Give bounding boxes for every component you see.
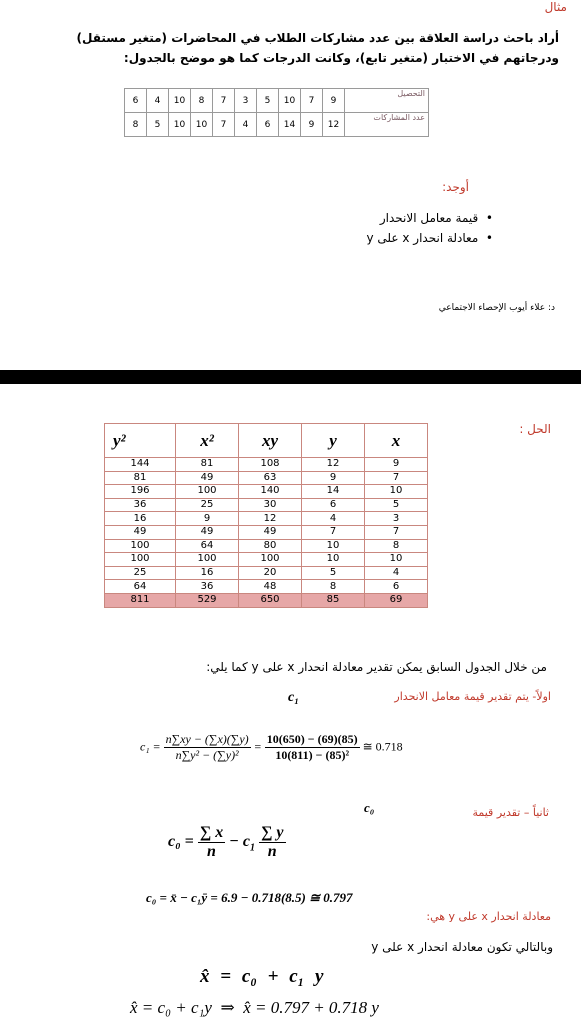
- final-equation-2: x̂ = c₀ + c₁y ⇒ x̂ = 0.797 + 0.718 y: [130, 998, 379, 1017]
- source-note: د: علاء أيوب الإحصاء الاجتماعي: [438, 303, 555, 313]
- table-cell: 12: [239, 512, 302, 526]
- table-row: [105, 553, 428, 567]
- table-cell: 9: [176, 512, 239, 526]
- table-row: [105, 512, 428, 526]
- final-text: وبالتالي تكون معادلة انحدار x على y: [371, 940, 553, 954]
- table-row: [105, 471, 428, 485]
- table-cell: 100: [176, 553, 239, 567]
- table-cell: 36: [105, 498, 176, 512]
- table-cell: 49: [176, 525, 239, 539]
- table-row: [105, 498, 428, 512]
- step1-label: اولاً- يتم تقدير قيمة معامل الانحدار: [394, 690, 551, 703]
- table-cell: 63: [239, 471, 302, 485]
- table-cell: 6: [302, 498, 365, 512]
- table-cell: 3: [365, 512, 428, 526]
- table-row: [105, 458, 428, 472]
- table-cell: 30: [239, 498, 302, 512]
- table-cell: 144: [105, 458, 176, 472]
- table-cell: 100: [105, 539, 176, 553]
- table-cell: 140: [239, 485, 302, 499]
- table-cell: 7: [365, 471, 428, 485]
- table-row: [105, 539, 428, 553]
- table-row: [105, 566, 428, 580]
- table-cell: 7: [302, 525, 365, 539]
- table-cell: 12: [302, 458, 365, 472]
- table-cell: 108: [239, 458, 302, 472]
- find-list: [367, 208, 494, 248]
- solution-table: [104, 423, 428, 608]
- table-cell: 64: [105, 580, 176, 594]
- table-cell: 14: [302, 485, 365, 499]
- table-cell: 10: [302, 539, 365, 553]
- table-cell: 196: [105, 485, 176, 499]
- table-cell: 10: [365, 485, 428, 499]
- table-cell: 10: [302, 553, 365, 567]
- table-row: 8 5 10 10 7 4 6 14 9 12 عدد المشاركات: [125, 113, 429, 137]
- table-cell: 4: [365, 566, 428, 580]
- table-cell: 9: [365, 458, 428, 472]
- table-cell: 49: [105, 525, 176, 539]
- table-cell: 16: [176, 566, 239, 580]
- table-cell: 48: [239, 580, 302, 594]
- c1-symbol: c₁: [288, 690, 300, 705]
- c0-calculation: c₀ = x̄ − c₁ȳ = 6.9 − 0.718(8.5) ≅ 0.797: [146, 890, 353, 905]
- table-cell: 64: [176, 539, 239, 553]
- equation-label: معادلة انحدار x على y هي:: [426, 910, 551, 923]
- table-cell: 8: [302, 580, 365, 594]
- table-row: [105, 580, 428, 594]
- table-cell: 81: [176, 458, 239, 472]
- table-row: [105, 525, 428, 539]
- c0-formula: c₀ = $\frac{\sum x}{n}$ − $c_1$ $\frac{\sum y}{n}$: [168, 824, 284, 860]
- table-cell: 4: [302, 512, 365, 526]
- step2-label: ثانياً – تقدير قيمة: [472, 806, 549, 819]
- table-cell: 8: [365, 539, 428, 553]
- final-equation-1: x̂ = c₀ + c₁ y: [200, 966, 324, 987]
- table-cell: 9: [302, 471, 365, 485]
- c1-formula: c₁ = $\frac{n\sum xy - (\sum x)(\sum y)}{\text{n∑y² − (∑y)²}}$ = $\frac{10(650) - (69)(85)}{\text{10(811) − (85)²}}$ ≅ 0.718: [140, 732, 403, 762]
- totals-row: 811 529 650 85 69: [105, 593, 428, 607]
- list-item: • قيمة معامل الانحدار: [379, 211, 493, 225]
- table-header-row: y² x² xy y x: [105, 424, 428, 458]
- table-row: 6 4 10 8 7 3 5 10 7 9 التحصيل: [125, 89, 429, 113]
- table-cell: 7: [365, 525, 428, 539]
- table-cell: 100: [105, 553, 176, 567]
- row-header-participations: عدد المشاركات: [345, 113, 429, 137]
- table-cell: 6: [365, 580, 428, 594]
- table-cell: 100: [176, 485, 239, 499]
- c0-symbol: c₀: [364, 800, 375, 815]
- problem-text: أراد باحث دراسة العلاقة بين عدد مشاركات الطلاب في المحاضرات (متغير مستقل) ودرجاتهم في الاختبار (متغير تابع)، وكانت الدرجات كما هو موضح بالجدول:: [76, 31, 559, 65]
- list-item: • معادلة انحدار x على y: [366, 231, 493, 245]
- example-label: مثال: [544, 0, 567, 14]
- table-cell: 10: [365, 553, 428, 567]
- row-header-achievement: التحصيل: [345, 89, 429, 113]
- table-cell: 5: [365, 498, 428, 512]
- table-cell: 16: [105, 512, 176, 526]
- table-cell: 20: [239, 566, 302, 580]
- solution-label: الحل :: [519, 422, 551, 436]
- separator-bar: [0, 370, 581, 384]
- data-table: [124, 88, 429, 137]
- intro-text: من خلال الجدول السابق يمكن تقدير معادلة انحدار x على y كما يلي:: [206, 660, 547, 674]
- table-cell: 100: [239, 553, 302, 567]
- table-cell: 81: [105, 471, 176, 485]
- table-cell: 25: [176, 498, 239, 512]
- table-row: [105, 485, 428, 499]
- table-cell: 80: [239, 539, 302, 553]
- table-cell: 49: [239, 525, 302, 539]
- table-cell: 5: [302, 566, 365, 580]
- table-cell: 49: [176, 471, 239, 485]
- table-cell: 25: [105, 566, 176, 580]
- find-label: أوجد:: [442, 180, 469, 194]
- table-cell: 36: [176, 580, 239, 594]
